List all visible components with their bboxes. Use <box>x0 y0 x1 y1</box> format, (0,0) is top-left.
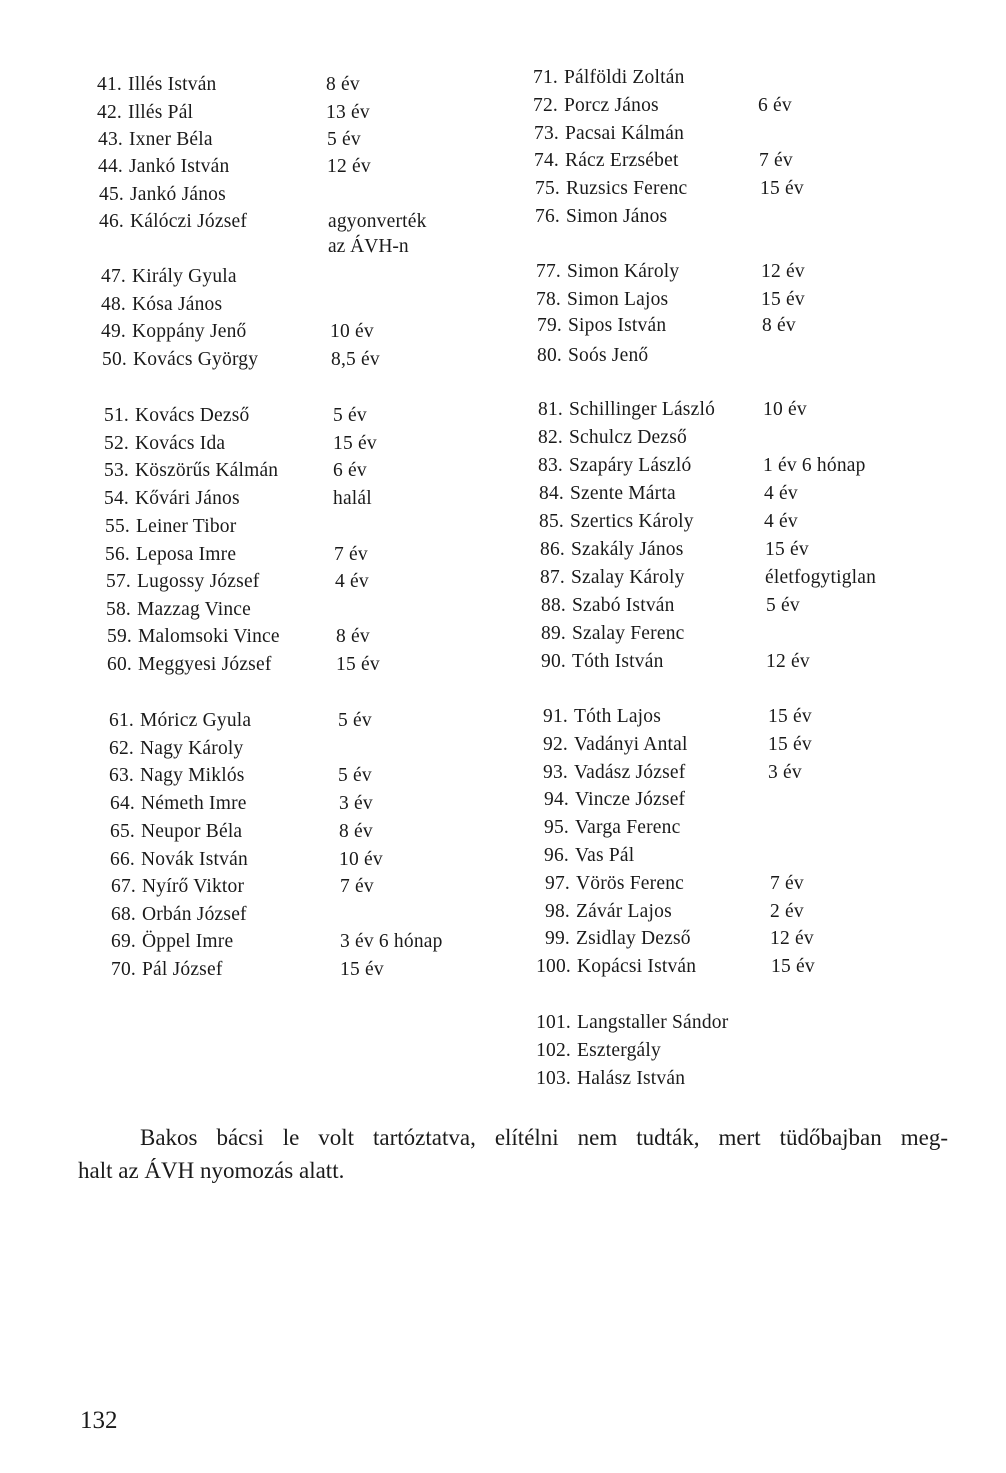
person-name: Sipos István <box>568 315 667 336</box>
person-name: Langstaller Sándor <box>577 1012 729 1033</box>
sentence-text: 15 év <box>768 706 812 727</box>
item-number: 87. <box>540 567 565 588</box>
person-name: Jankó János <box>130 184 226 205</box>
person-name: Illés Pál <box>128 102 194 123</box>
sentence-text: 15 év <box>333 433 377 454</box>
item-number: 46. <box>99 211 124 232</box>
item-number: 85. <box>539 511 564 532</box>
sentence-text: 15 év <box>336 654 380 675</box>
sentence-text: 4 év <box>764 511 798 532</box>
sentence-text: 6 év <box>333 460 367 481</box>
item-number: 47. <box>101 266 126 287</box>
sentence-text: agyonverték <box>328 211 427 232</box>
sentence-text: 1 év 6 hónap <box>763 455 866 476</box>
person-name: Tóth István <box>572 651 664 672</box>
item-number: 67. <box>111 876 136 897</box>
person-name: Závár Lajos <box>576 901 672 922</box>
item-number: 75. <box>535 178 560 199</box>
item-number: 70. <box>111 959 136 980</box>
person-name: Szertics Károly <box>570 511 694 532</box>
item-number: 88. <box>541 595 566 616</box>
sentence-text: 8 év <box>326 74 360 95</box>
sentence-text: 12 év <box>766 651 810 672</box>
sentence-text: 10 év <box>339 849 383 870</box>
sentence-text: 10 év <box>330 321 374 342</box>
sentence-text: 3 év <box>768 762 802 783</box>
sentence-text: 4 év <box>335 571 369 592</box>
item-number: 86. <box>540 539 565 560</box>
item-number: 55. <box>105 516 130 537</box>
sentence-text: 8,5 év <box>331 349 380 370</box>
person-name: Simon János <box>566 206 668 227</box>
person-name: Pacsai Kálmán <box>565 123 685 144</box>
sentence-text: 3 év 6 hónap <box>340 931 443 952</box>
item-number: 93. <box>543 762 568 783</box>
person-name: Tóth Lajos <box>574 706 662 727</box>
item-number: 68. <box>111 904 136 925</box>
sentence-text: 2 év <box>770 901 804 922</box>
sentence-text: 10 év <box>763 399 807 420</box>
item-number: 98. <box>545 901 570 922</box>
sentence-text: 12 év <box>327 156 371 177</box>
person-name: Öppel Imre <box>142 931 234 952</box>
item-number: 41. <box>97 74 122 95</box>
person-name: Zsidlay Dezső <box>576 928 691 949</box>
person-name: Vadász József <box>574 762 686 783</box>
person-name: Leposa Imre <box>136 544 237 565</box>
item-number: 66. <box>110 849 135 870</box>
item-number: 91. <box>543 706 568 727</box>
person-name: Kovács Ida <box>135 433 226 454</box>
item-number: 43. <box>98 129 123 150</box>
item-number: 72. <box>533 95 558 116</box>
item-number: 61. <box>109 710 134 731</box>
person-name: Vas Pál <box>575 845 635 866</box>
person-name: Leiner Tibor <box>136 516 237 537</box>
person-name: Kovács Dezső <box>135 405 250 426</box>
item-number: 63. <box>109 765 134 786</box>
person-name: Szabó István <box>572 595 675 616</box>
item-number: 92. <box>543 734 568 755</box>
person-name: Esztergály <box>577 1040 661 1061</box>
item-number: 73. <box>534 123 559 144</box>
sentence-text: 7 év <box>334 544 368 565</box>
sentence-text: 5 év <box>338 765 372 786</box>
item-number: 45. <box>99 184 124 205</box>
sentence-text: 7 év <box>340 876 374 897</box>
sentence-text: 5 év <box>333 405 367 426</box>
person-name: Ruzsics Ferenc <box>566 178 688 199</box>
person-name: Kővári János <box>135 488 240 509</box>
person-name: Malomsoki Vince <box>138 626 280 647</box>
item-number: 60. <box>107 654 132 675</box>
item-number: 94. <box>544 789 569 810</box>
sentence-continuation: az ÁVH-n <box>328 236 409 257</box>
person-name: Szente Márta <box>570 483 676 504</box>
item-number: 101. <box>536 1012 571 1033</box>
item-number: 42. <box>97 102 122 123</box>
item-number: 95. <box>544 817 569 838</box>
item-number: 44. <box>98 156 123 177</box>
item-number: 80. <box>537 345 562 366</box>
sentence-text: 5 év <box>327 129 361 150</box>
person-name: Jankó István <box>129 156 230 177</box>
person-name: Szapáry László <box>569 455 692 476</box>
item-number: 48. <box>101 294 126 315</box>
item-number: 57. <box>106 571 131 592</box>
person-name: Kopácsi István <box>577 956 697 977</box>
person-name: Szalay Ferenc <box>572 623 685 644</box>
page-number: 132 <box>80 1407 118 1434</box>
sentence-text: 15 év <box>765 539 809 560</box>
person-name: Vörös Ferenc <box>576 873 684 894</box>
person-name: Neupor Béla <box>141 821 243 842</box>
person-name: Vadányi Antal <box>574 734 688 755</box>
item-number: 97. <box>545 873 570 894</box>
sentence-text: 6 év <box>758 95 792 116</box>
person-name: Soós Jenő <box>568 345 649 366</box>
person-name: Schulcz Dezső <box>569 427 687 448</box>
item-number: 74. <box>534 150 559 171</box>
person-name: Kósa János <box>132 294 223 315</box>
sentence-text: életfogytiglan <box>765 567 877 588</box>
closing-paragraph <box>78 1121 948 1187</box>
item-number: 82. <box>538 427 563 448</box>
paragraph-line-1: Bakos bácsi le volt tartóztatva, elítélni nem tudták, mert tüdőbajban meg- <box>140 1125 948 1150</box>
sentence-text: 8 év <box>762 315 796 336</box>
item-number: 56. <box>105 544 130 565</box>
item-number: 83. <box>538 455 563 476</box>
person-name: Mazzag Vince <box>137 599 252 620</box>
sentence-text: 8 év <box>336 626 370 647</box>
sentence-text: 5 év <box>338 710 372 731</box>
sentence-text: 3 év <box>339 793 373 814</box>
person-name: Porcz János <box>564 95 659 116</box>
person-name: Kovács György <box>133 349 259 370</box>
person-name: Ixner Béla <box>129 129 213 150</box>
sentence-text: 7 év <box>770 873 804 894</box>
item-number: 90. <box>541 651 566 672</box>
item-number: 77. <box>536 261 561 282</box>
person-name: Nagy Károly <box>140 738 244 759</box>
sentence-text: halál <box>333 488 372 509</box>
sentence-text: 12 év <box>770 928 814 949</box>
item-number: 84. <box>539 483 564 504</box>
item-number: 69. <box>111 931 136 952</box>
sentence-text: 4 év <box>764 483 798 504</box>
item-number: 65. <box>110 821 135 842</box>
item-number: 76. <box>535 206 560 227</box>
item-number: 53. <box>104 460 129 481</box>
sentence-text: 15 év <box>761 289 805 310</box>
person-name: Meggyesi József <box>138 654 272 675</box>
item-number: 103. <box>536 1068 571 1089</box>
paragraph-line-2: halt az ÁVH nyomozás alatt. <box>78 1158 345 1183</box>
sentence-text: 13 év <box>326 102 370 123</box>
sentence-text: 15 év <box>768 734 812 755</box>
person-name: Pál József <box>142 959 223 980</box>
item-number: 59. <box>107 626 132 647</box>
item-number: 71. <box>533 67 558 88</box>
sentence-text: 7 év <box>759 150 793 171</box>
person-name: Schillinger László <box>569 399 716 420</box>
person-name: Szakály János <box>571 539 684 560</box>
person-name: Németh Imre <box>141 793 247 814</box>
person-name: Király Gyula <box>132 266 237 287</box>
sentence-text: 15 év <box>760 178 804 199</box>
item-number: 49. <box>101 321 126 342</box>
sentence-text: 15 év <box>340 959 384 980</box>
sentence-text: 5 év <box>766 595 800 616</box>
item-number: 100. <box>536 956 571 977</box>
item-number: 50. <box>102 349 127 370</box>
person-name: Rácz Erzsébet <box>565 150 679 171</box>
item-number: 99. <box>545 928 570 949</box>
item-number: 79. <box>537 315 562 336</box>
item-number: 51. <box>104 405 129 426</box>
person-name: Szalay Károly <box>571 567 685 588</box>
person-name: Vincze József <box>575 789 686 810</box>
sentence-text: 8 év <box>339 821 373 842</box>
person-name: Simon Károly <box>567 261 680 282</box>
item-number: 96. <box>544 845 569 866</box>
person-name: Illés István <box>128 74 217 95</box>
item-number: 89. <box>541 623 566 644</box>
item-number: 64. <box>110 793 135 814</box>
person-name: Novák István <box>141 849 248 870</box>
person-name: Simon Lajos <box>567 289 669 310</box>
person-name: Lugossy József <box>137 571 260 592</box>
person-name: Nyírő Viktor <box>142 876 245 897</box>
item-number: 58. <box>106 599 131 620</box>
person-name: Varga Ferenc <box>575 817 681 838</box>
person-name: Koppány Jenő <box>132 321 247 342</box>
person-name: Halász István <box>577 1068 686 1089</box>
person-name: Orbán József <box>142 904 247 925</box>
sentence-text: 12 év <box>761 261 805 282</box>
person-name: Nagy Miklós <box>140 765 245 786</box>
item-number: 54. <box>104 488 129 509</box>
item-number: 78. <box>536 289 561 310</box>
sentence-text: 15 év <box>771 956 815 977</box>
item-number: 81. <box>538 399 563 420</box>
item-number: 62. <box>109 738 134 759</box>
person-name: Kálóczi József <box>130 211 248 232</box>
item-number: 52. <box>104 433 129 454</box>
person-name: Móricz Gyula <box>140 710 252 731</box>
item-number: 102. <box>536 1040 571 1061</box>
person-name: Pálföldi Zoltán <box>564 67 685 88</box>
person-name: Köszörűs Kálmán <box>135 460 279 481</box>
